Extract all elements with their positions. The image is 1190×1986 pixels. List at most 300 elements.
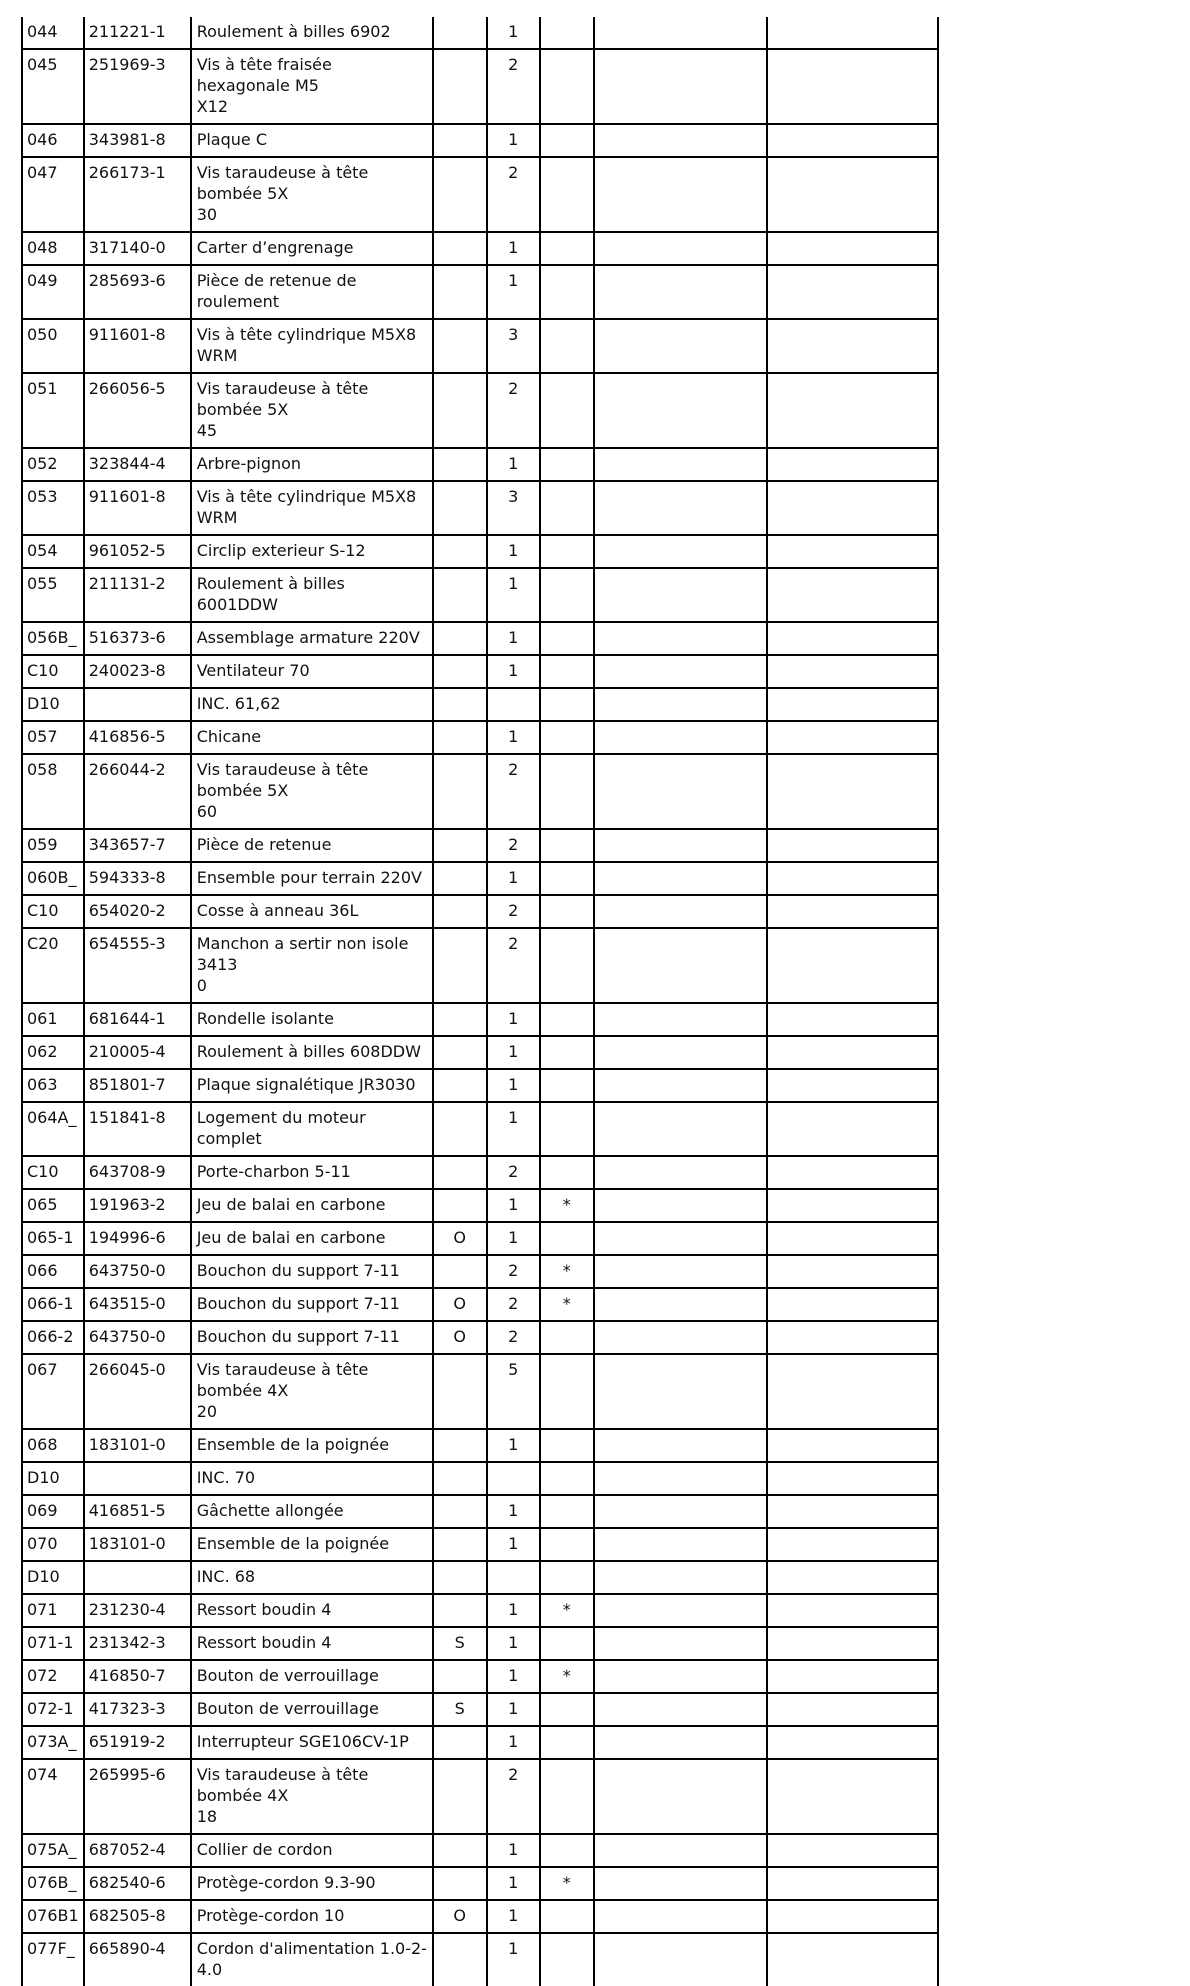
table-row [22,1726,938,1759]
part-description: Collier de cordon [191,1834,433,1867]
empty-cell-b [767,1255,938,1288]
table-row [22,448,938,481]
part-description: Vis taraudeuse à tête bombée 4X 18 [191,1759,433,1834]
note-mark [540,1933,594,1986]
quantity: 1 [487,568,540,622]
note-mark [540,721,594,754]
note-mark [540,1495,594,1528]
empty-cell-b [767,1561,938,1594]
item-number: 076B_ [22,1867,84,1900]
item-number: 069 [22,1495,84,1528]
empty-cell-a [594,157,767,232]
option-flag [433,1759,487,1834]
note-mark [540,1627,594,1660]
empty-cell-b [767,232,938,265]
part-description: Rondelle isolante [191,1003,433,1036]
part-description: Ensemble de la poignée [191,1429,433,1462]
quantity: 1 [487,862,540,895]
note-mark [540,448,594,481]
part-description: Roulement à billes 6001DDW [191,568,433,622]
quantity: 2 [487,157,540,232]
table-row [22,1429,938,1462]
table-row [22,1933,938,1986]
table-row [22,1759,938,1834]
part-number: 183101-0 [84,1429,191,1462]
empty-cell-a [594,319,767,373]
empty-cell-a [594,754,767,829]
empty-cell-b [767,373,938,448]
empty-cell-b [767,1462,938,1495]
empty-cell-b [767,895,938,928]
option-flag [433,1003,487,1036]
part-description: Vis taraudeuse à tête bombée 4X 20 [191,1354,433,1429]
quantity: 2 [487,754,540,829]
empty-cell-a [594,1834,767,1867]
empty-cell-b [767,655,938,688]
quantity [487,1462,540,1495]
part-number: 265995-6 [84,1759,191,1834]
table-row [22,49,938,124]
item-number: 056B_ [22,622,84,655]
empty-cell-a [594,568,767,622]
quantity: 1 [487,124,540,157]
option-flag [433,1594,487,1627]
part-description: Protège-cordon 10 [191,1900,433,1933]
part-description: INC. 68 [191,1561,433,1594]
quantity: 1 [487,1900,540,1933]
empty-cell-a [594,17,767,49]
note-mark [540,49,594,124]
empty-cell-a [594,535,767,568]
quantity: 2 [487,49,540,124]
empty-cell-b [767,1429,938,1462]
quantity: 1 [487,1594,540,1627]
table-row [22,1354,938,1429]
table-row [22,319,938,373]
part-number: 343657-7 [84,829,191,862]
item-number: 049 [22,265,84,319]
empty-cell-a [594,1561,767,1594]
empty-cell-b [767,1222,938,1255]
table-row [22,1189,938,1222]
item-number: 071-1 [22,1627,84,1660]
part-description: Vis taraudeuse à tête bombée 5X 60 [191,754,433,829]
item-number: 044 [22,17,84,49]
empty-cell-a [594,1255,767,1288]
table-row [22,1156,938,1189]
item-number: 065-1 [22,1222,84,1255]
empty-cell-a [594,448,767,481]
empty-cell-a [594,1627,767,1660]
quantity: 1 [487,1528,540,1561]
item-number: 052 [22,448,84,481]
part-description: Logement du moteur complet [191,1102,433,1156]
note-mark [540,1354,594,1429]
note-mark [540,1102,594,1156]
empty-cell-a [594,622,767,655]
part-number: 682505-8 [84,1900,191,1933]
option-flag: S [433,1627,487,1660]
empty-cell-a [594,1933,767,1986]
empty-cell-b [767,1660,938,1693]
part-description: Vis à tête cylindrique M5X8 WRM [191,319,433,373]
part-description: Ensemble pour terrain 220V [191,862,433,895]
item-number: 054 [22,535,84,568]
option-flag: O [433,1321,487,1354]
part-number: 266044-2 [84,754,191,829]
note-mark [540,928,594,1003]
empty-cell-a [594,1594,767,1627]
item-number: D10 [22,688,84,721]
empty-cell-a [594,232,767,265]
part-description: Plaque signalétique JR3030 [191,1069,433,1102]
part-description: Roulement à billes 608DDW [191,1036,433,1069]
item-number: 064A_ [22,1102,84,1156]
note-mark [540,1429,594,1462]
empty-cell-a [594,1462,767,1495]
note-mark [540,124,594,157]
part-description: Ressort boudin 4 [191,1594,433,1627]
empty-cell-b [767,1189,938,1222]
part-description: Ensemble de la poignée [191,1528,433,1561]
part-number: 240023-8 [84,655,191,688]
empty-cell-a [594,1528,767,1561]
table-row [22,862,938,895]
note-mark [540,622,594,655]
table-row [22,1288,938,1321]
empty-cell-a [594,1900,767,1933]
note-mark [540,1759,594,1834]
part-number: 851801-7 [84,1069,191,1102]
item-number: C10 [22,1156,84,1189]
part-number: 416856-5 [84,721,191,754]
empty-cell-b [767,124,938,157]
table-row [22,232,938,265]
part-number [84,688,191,721]
empty-cell-b [767,1726,938,1759]
table-row [22,655,938,688]
quantity: 2 [487,1321,540,1354]
table-row [22,1462,938,1495]
table-row [22,895,938,928]
option-flag: S [433,1693,487,1726]
note-mark [540,1003,594,1036]
empty-cell-b [767,535,938,568]
item-number: 062 [22,1036,84,1069]
note-mark [540,862,594,895]
empty-cell-a [594,862,767,895]
table-row [22,568,938,622]
table-row [22,829,938,862]
empty-cell-a [594,1726,767,1759]
table-row [22,1867,938,1900]
quantity: 1 [487,448,540,481]
option-flag [433,895,487,928]
option-flag [433,928,487,1003]
quantity: 2 [487,928,540,1003]
part-description: Plaque C [191,124,433,157]
empty-cell-b [767,481,938,535]
part-description: Jeu de balai en carbone [191,1189,433,1222]
option-flag [433,1495,487,1528]
item-number: 047 [22,157,84,232]
option-flag [433,1834,487,1867]
empty-cell-b [767,721,938,754]
table-row [22,1036,938,1069]
part-number: 266173-1 [84,157,191,232]
part-number: 323844-4 [84,448,191,481]
option-flag [433,688,487,721]
item-number: 071 [22,1594,84,1627]
table-row [22,1834,938,1867]
option-flag [433,124,487,157]
item-number: 067 [22,1354,84,1429]
empty-cell-b [767,1354,938,1429]
option-flag [433,1189,487,1222]
item-number: 060B_ [22,862,84,895]
empty-cell-b [767,1867,938,1900]
part-number: 266045-0 [84,1354,191,1429]
quantity: 2 [487,829,540,862]
part-description: Cordon d'alimentation 1.0-2-4.0 [191,1933,433,1986]
part-description: Cosse à anneau 36L [191,895,433,928]
empty-cell-a [594,655,767,688]
empty-cell-b [767,49,938,124]
part-number: 516373-6 [84,622,191,655]
part-number: 191963-2 [84,1189,191,1222]
part-number: 643750-0 [84,1321,191,1354]
part-number: 665890-4 [84,1933,191,1986]
note-mark [540,319,594,373]
item-number: 068 [22,1429,84,1462]
empty-cell-a [594,49,767,124]
part-description: Porte-charbon 5-11 [191,1156,433,1189]
note-mark [540,265,594,319]
option-flag [433,1429,487,1462]
item-number: 046 [22,124,84,157]
empty-cell-a [594,1102,767,1156]
quantity: 1 [487,1627,540,1660]
empty-cell-b [767,265,938,319]
note-mark [540,1156,594,1189]
item-number: 077F_ [22,1933,84,1986]
quantity: 1 [487,535,540,568]
item-number: C20 [22,928,84,1003]
quantity: 1 [487,232,540,265]
empty-cell-b [767,1003,938,1036]
part-number: 643515-0 [84,1288,191,1321]
quantity: 1 [487,1069,540,1102]
option-flag [433,265,487,319]
table-row [22,265,938,319]
option-flag [433,319,487,373]
quantity: 1 [487,1867,540,1900]
empty-cell-a [594,1189,767,1222]
empty-cell-a [594,1759,767,1834]
item-number: 072-1 [22,1693,84,1726]
quantity: 1 [487,1933,540,1986]
note-mark [540,481,594,535]
note-mark [540,232,594,265]
empty-cell-a [594,928,767,1003]
item-number: 066-2 [22,1321,84,1354]
option-flag [433,373,487,448]
part-number [84,1561,191,1594]
item-number: 074 [22,1759,84,1834]
empty-cell-b [767,829,938,862]
quantity [487,688,540,721]
quantity: 1 [487,1222,540,1255]
table-row [22,1222,938,1255]
table-row [22,1255,938,1288]
quantity: 2 [487,1288,540,1321]
empty-cell-b [767,928,938,1003]
item-number: 066-1 [22,1288,84,1321]
quantity: 2 [487,373,540,448]
quantity: 1 [487,1036,540,1069]
item-number: 058 [22,754,84,829]
option-flag [433,568,487,622]
item-number: 063 [22,1069,84,1102]
option-flag [433,448,487,481]
part-number: 651919-2 [84,1726,191,1759]
part-number: 251969-3 [84,49,191,124]
part-number: 211221-1 [84,17,191,49]
note-mark: * [540,1255,594,1288]
note-mark [540,1036,594,1069]
part-description: Vis à tête cylindrique M5X8 WRM [191,481,433,535]
item-number: 075A_ [22,1834,84,1867]
item-number: 070 [22,1528,84,1561]
note-mark [540,1222,594,1255]
part-number: 210005-4 [84,1036,191,1069]
option-flag [433,1867,487,1900]
table-row [22,1900,938,1933]
quantity: 1 [487,1726,540,1759]
option-flag [433,1528,487,1561]
item-number: 059 [22,829,84,862]
empty-cell-a [594,688,767,721]
part-number: 961052-5 [84,535,191,568]
option-flag [433,232,487,265]
part-description: Jeu de balai en carbone [191,1222,433,1255]
part-number: 643750-0 [84,1255,191,1288]
option-flag [433,481,487,535]
part-description: Protège-cordon 9.3-90 [191,1867,433,1900]
table-row [22,1321,938,1354]
table-row [22,688,938,721]
part-number: 194996-6 [84,1222,191,1255]
note-mark: * [540,1660,594,1693]
note-mark [540,754,594,829]
quantity: 1 [487,1429,540,1462]
quantity: 1 [487,655,540,688]
empty-cell-b [767,1288,938,1321]
quantity: 3 [487,319,540,373]
item-number: 066 [22,1255,84,1288]
empty-cell-b [767,1156,938,1189]
empty-cell-b [767,1627,938,1660]
note-mark: * [540,1594,594,1627]
table-row [22,17,938,49]
item-number: 048 [22,232,84,265]
note-mark [540,1693,594,1726]
part-number: 285693-6 [84,265,191,319]
quantity: 1 [487,1189,540,1222]
quantity: 1 [487,17,540,49]
part-number: 416850-7 [84,1660,191,1693]
part-number: 643708-9 [84,1156,191,1189]
part-number: 343981-8 [84,124,191,157]
part-description: Bouchon du support 7-11 [191,1288,433,1321]
note-mark [540,1462,594,1495]
item-number: 073A_ [22,1726,84,1759]
table-row [22,535,938,568]
option-flag [433,721,487,754]
table-row [22,1627,938,1660]
part-description: Arbre-pignon [191,448,433,481]
empty-cell-b [767,1102,938,1156]
part-number: 266056-5 [84,373,191,448]
option-flag [433,622,487,655]
item-number: D10 [22,1561,84,1594]
empty-cell-a [594,1288,767,1321]
empty-cell-a [594,721,767,754]
table-row [22,1102,938,1156]
part-number: 682540-6 [84,1867,191,1900]
quantity: 1 [487,1102,540,1156]
empty-cell-a [594,373,767,448]
empty-cell-a [594,1036,767,1069]
option-flag [433,1036,487,1069]
note-mark [540,1321,594,1354]
part-number: 231230-4 [84,1594,191,1627]
option-flag [433,1354,487,1429]
empty-cell-a [594,1321,767,1354]
note-mark: * [540,1288,594,1321]
note-mark [540,688,594,721]
part-description: INC. 61,62 [191,688,433,721]
quantity: 1 [487,1693,540,1726]
quantity: 5 [487,1354,540,1429]
part-description: Bouchon du support 7-11 [191,1321,433,1354]
quantity [487,1561,540,1594]
part-number: 911601-8 [84,481,191,535]
quantity: 1 [487,1834,540,1867]
empty-cell-b [767,568,938,622]
item-number: 065 [22,1189,84,1222]
empty-cell-b [767,862,938,895]
quantity: 2 [487,1156,540,1189]
quantity: 1 [487,1495,540,1528]
item-number: 053 [22,481,84,535]
empty-cell-b [767,1693,938,1726]
part-number: 231342-3 [84,1627,191,1660]
empty-cell-b [767,1900,938,1933]
part-number: 211131-2 [84,568,191,622]
quantity: 3 [487,481,540,535]
empty-cell-b [767,622,938,655]
note-mark [540,157,594,232]
part-description: Vis taraudeuse à tête bombée 5X 30 [191,157,433,232]
item-number: C10 [22,655,84,688]
quantity: 1 [487,1003,540,1036]
quantity: 1 [487,1660,540,1693]
quantity: 1 [487,721,540,754]
empty-cell-a [594,124,767,157]
table-row [22,1495,938,1528]
table-row [22,373,938,448]
